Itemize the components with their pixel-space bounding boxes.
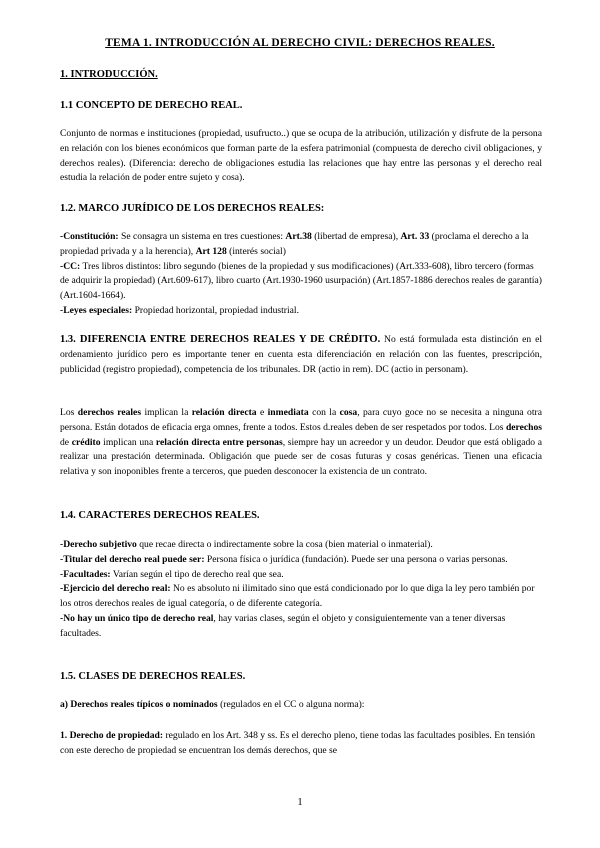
p2-bold: relación directa (191, 407, 257, 418)
caracter-text: , hay varias clases, según el objeto y consiguientemente van a tener diversas facultades. (60, 612, 506, 639)
leyes-item (60, 304, 542, 319)
constitucion-item (60, 230, 542, 260)
section-heading-diferencia: 1.3. DIFERENCIA ENTRE DERECHOS REALES Y DE CRÉDITO. (60, 334, 381, 345)
p2-bold: crédito (71, 436, 101, 448)
p2-text: de (60, 436, 72, 448)
caracter-label: -Derecho subjetivo (60, 539, 137, 550)
p2-text: Los (60, 407, 78, 418)
propiedad-paragraph (60, 729, 542, 759)
diferencia-paragraph (60, 333, 542, 377)
p2-text: , siempre hay un acreedor y un deudor. Deudor que está obligado a realizar una prestación determinada. Obligación que puede ser de cosas futuras y cosas genéricas. Tienen una eficacia relativa y son inoponibles frente a terceros, que pueden desconocer la existencia de un contrato. (60, 436, 543, 478)
section-heading-concepto: 1.1 CONCEPTO DE DERECHO REAL. (60, 100, 243, 111)
p2-text: , para cuyo goce no se necesita a ninguna otra persona. Están dotados de eficacia erga omnes, frente a todos. Estos d.reales deben de ser respetados por todos. Los (60, 407, 542, 433)
clases-subheading (60, 698, 542, 713)
section-heading-clases: 1.5. CLASES DE DERECHOS REALES. (60, 671, 246, 682)
propiedad-text: regulado en los Art. 348 y ss. Es el derecho pleno, tiene todas las facultades posibles. En tensión con este derecho de propiedad se encuentran los demás derechos, que se (60, 730, 535, 756)
leyes-text: Propiedad horizontal, propiedad industrial. (132, 304, 299, 316)
art38-ref: Art.38 (285, 231, 312, 242)
caracter-label: -Facultades: (60, 568, 111, 580)
page-number: 1 (297, 797, 303, 808)
caracter-item (60, 612, 542, 642)
leyes-label: -Leyes especiales: (60, 304, 133, 316)
constitucion-label: -Constitución: (60, 231, 119, 242)
p2-text: implican la (141, 407, 192, 418)
section-heading-introduccion: 1. INTRODUCCIÓN. (60, 69, 158, 80)
constitucion-text-3: (proclama el derecho a la propiedad privada y a la herencia), (60, 231, 529, 257)
clases-a-label: a) Derechos reales típicos o nominados (60, 699, 218, 710)
section-heading-caracteres: 1.4. CARACTERES DERECHOS REALES. (60, 510, 260, 521)
p2-text: con la (308, 407, 340, 418)
caracteres-list (60, 538, 542, 642)
diferencia-text: No está formulada esta distinción en el ordenamiento jurídico pero es importante tener en cuenta esta diferenciación en relación con las fuentes, prescripción, publicidad (registro propiedad), competencia de los tribunales. DR (actio in rem). DC (actio in personam). (60, 334, 542, 375)
constitucion-text-2: (libertad de empresa), (311, 231, 401, 242)
caracter-text: Persona física o jurídica (fundación). Puede ser una persona o varias personas. (204, 553, 508, 565)
propiedad-label: 1. Derecho de propiedad: (60, 730, 164, 741)
constitucion-text-4: (interés social) (226, 245, 286, 257)
marco-juridico-block (60, 230, 542, 319)
cc-item (60, 260, 542, 304)
caracter-label: -Ejercicio del derecho real: (60, 583, 171, 595)
constitucion-text: Se consagra un sistema en tres cuestiones: (118, 231, 286, 242)
derechos-reales-paragraph (60, 406, 542, 480)
art33-ref: Art. 33 (400, 231, 430, 242)
p2-bold: derechos (505, 421, 542, 433)
caracter-item (60, 553, 542, 568)
clases-a-text: (regulados en el CC o alguna norma): (217, 699, 365, 710)
p2-bold: derechos reales (77, 407, 142, 418)
caracter-item (60, 582, 542, 612)
caracter-label: -No hay un único tipo de derecho real (60, 612, 214, 624)
p2-text: implican una (100, 436, 156, 448)
caracter-text: No es absoluto ni ilimitado sino que está condicionado por lo que diga la ley pero también por los otros derechos reales de igual categoría, o de diferente categoría. (60, 583, 535, 610)
caracter-text: Varían según el tipo de derecho real que sea. (110, 568, 284, 580)
art128-ref: Art 128 (195, 245, 227, 257)
caracter-label: -Titular del derecho real puede ser: (60, 553, 205, 565)
concepto-paragraph: Conjunto de normas e instituciones (propiedad, usufructo..) que se ocupa de la atribución, utilización y disfrute de la persona en relación con los bienes económicos que forman parte de la esfera patrimonial (compuesta de derecho civil obligaciones, y derechos reales). (Diferencia: derecho de obligaciones estudia las relaciones que hay entre las personas y el derecho real estudia la relación de poder entre sujeto y cosa). (60, 128, 542, 184)
section-heading-marco-juridico: 1.2. MARCO JURÍDICO DE LOS DERECHOS REALES: (60, 203, 325, 214)
caracter-item (60, 538, 542, 553)
cc-text: Tres libros distintos: libro segundo (bienes de la propiedad y sus modificaciones) (Art.333-608), libro tercero (formas de adquirir la propiedad) (Art.609-617), libro cuarto (Art.1930-1960 usurpación) (Art.1857-1886 derechos reales de garantía) (Art.1604-1664). (60, 260, 542, 302)
p2-bold: cosa (339, 407, 358, 418)
p2-bold: relación directa entre personas (155, 436, 283, 448)
p2-bold: inmediata (267, 407, 309, 418)
caracter-item (60, 568, 542, 583)
cc-label: -CC: (60, 260, 81, 272)
p2-text: e (256, 407, 268, 418)
caracter-text: que recae directa o indirectamente sobre la cosa (bien material o inmaterial). (136, 539, 433, 550)
document-title: TEMA 1. INTRODUCCIÓN AL DERECHO CIVIL: DERECHOS REALES. (105, 37, 495, 49)
